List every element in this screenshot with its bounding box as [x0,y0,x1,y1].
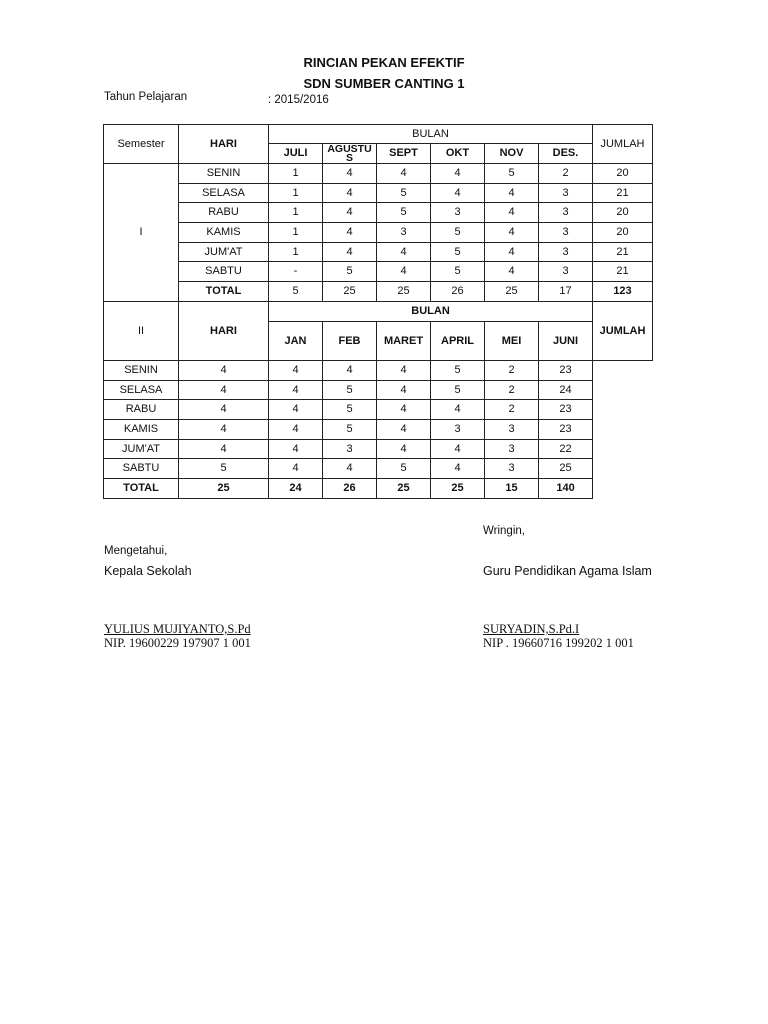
table-row [104,380,653,400]
value-cell: 4 [377,361,431,381]
table-row [104,459,653,479]
value-cell: 4 [431,400,485,420]
total-row [104,282,653,302]
jumlah-header: JUMLAH [593,302,653,361]
value-cell: 4 [269,380,323,400]
value-cell: 4 [377,242,431,262]
value-cell: 4 [323,242,377,262]
table-row [104,242,653,262]
month-total-cell: 25 [377,282,431,302]
value-cell: 4 [485,223,539,243]
year-value: : 2015/2016 [268,94,329,106]
value-cell: 4 [179,380,269,400]
month-total-cell: 26 [431,282,485,302]
day-cell: KAMIS [104,420,179,440]
value-cell: 4 [269,459,323,479]
value-cell: 4 [485,242,539,262]
value-cell: 4 [269,420,323,440]
table-row [104,223,653,243]
value-cell: 4 [431,183,485,203]
value-cell: 5 [431,380,485,400]
teacher-name: SURYADIN,S.Pd.I [483,622,580,636]
month-total-cell: 17 [539,282,593,302]
row-total-cell: 23 [539,400,593,420]
day-cell: KAMIS [179,223,269,243]
value-cell: 4 [269,361,323,381]
month-header: DES. [539,144,593,164]
value-cell: 5 [323,400,377,420]
value-cell: 3 [485,459,539,479]
table-row [104,183,653,203]
month-header: JUNI [539,322,593,361]
place-label: Wringin, [483,525,525,537]
document-title: RINCIAN PEKAN EFEKTIF [303,55,465,70]
month-header: MEI [485,322,539,361]
value-cell: - [269,262,323,282]
value-cell: 2 [485,361,539,381]
value-cell: 1 [269,183,323,203]
value-cell: 4 [323,183,377,203]
total-label: TOTAL [179,282,269,302]
day-cell: RABU [104,400,179,420]
value-cell: 4 [179,439,269,459]
day-cell: SENIN [179,164,269,184]
value-cell: 1 [269,223,323,243]
month-header: SEPT [377,144,431,164]
value-cell: 5 [377,183,431,203]
month-header: AGUSTU S [323,144,377,164]
table-row [104,420,653,440]
month-total-cell: 24 [269,479,323,499]
row-total-cell: 22 [539,439,593,459]
day-cell: SABTU [104,459,179,479]
teacher-nip: NIP . 19660716 199202 1 001 [483,636,634,650]
value-cell: 5 [431,262,485,282]
value-cell: 3 [539,242,593,262]
value-cell: 4 [431,459,485,479]
month-total-cell: 25 [323,282,377,302]
total-label: TOTAL [104,479,179,499]
table-row [104,262,653,282]
value-cell: 4 [431,439,485,459]
row-total-cell: 21 [593,262,653,282]
month-header: JAN [269,322,323,361]
row-total-cell: 23 [539,361,593,381]
month-header: OKT [431,144,485,164]
day-cell: JUM'AT [104,439,179,459]
value-cell: 4 [377,164,431,184]
row-total-cell: 20 [593,203,653,223]
value-cell: 5 [377,203,431,223]
value-cell: 4 [323,203,377,223]
value-cell: 4 [431,164,485,184]
value-cell: 3 [539,203,593,223]
day-cell: JUM'AT [179,242,269,262]
value-cell: 5 [179,459,269,479]
table-row [104,164,653,184]
value-cell: 5 [485,164,539,184]
row-total-cell: 20 [593,223,653,243]
month-total-cell: 26 [323,479,377,499]
table-row [104,400,653,420]
value-cell: 4 [377,439,431,459]
hari-header: HARI [179,302,269,361]
value-cell: 2 [539,164,593,184]
table-row [104,203,653,223]
value-cell: 5 [323,380,377,400]
year-label: Tahun Pelajaran [104,91,188,103]
value-cell: 4 [323,223,377,243]
month-header: NOV [485,144,539,164]
value-cell: 3 [431,203,485,223]
semester-header: Semester [104,125,179,164]
teacher-role: Guru Pendidikan Agama Islam [483,564,652,578]
headmaster-nip: NIP. 19600229 197907 1 001 [104,636,251,650]
value-cell: 4 [179,420,269,440]
grand-total-cell: 123 [593,282,653,302]
month-header: JULI [269,144,323,164]
value-cell: 2 [485,380,539,400]
month-total-cell: 25 [431,479,485,499]
value-cell: 5 [377,459,431,479]
value-cell: 3 [377,223,431,243]
value-cell: 3 [539,183,593,203]
table-row [104,361,653,381]
value-cell: 5 [431,223,485,243]
value-cell: 4 [485,183,539,203]
value-cell: 2 [485,400,539,420]
month-header: MARET [377,322,431,361]
month-total-cell: 25 [179,479,269,499]
day-cell: SABTU [179,262,269,282]
row-total-cell: 21 [593,242,653,262]
value-cell: 4 [377,262,431,282]
value-cell: 3 [539,262,593,282]
day-cell: RABU [179,203,269,223]
value-cell: 3 [323,439,377,459]
month-total-cell: 15 [485,479,539,499]
grand-total-cell: 140 [539,479,593,499]
semester-cell: I [104,164,179,302]
bulan-header: BULAN [269,125,593,144]
value-cell: 3 [539,223,593,243]
row-total-cell: 25 [539,459,593,479]
bulan-header: BULAN [269,302,593,322]
semester-2-table [103,301,653,499]
value-cell: 4 [323,361,377,381]
value-cell: 1 [269,203,323,223]
day-cell: SELASA [179,183,269,203]
month-total-cell: 25 [485,282,539,302]
headmaster-role: Kepala Sekolah [104,564,192,578]
value-cell: 4 [179,361,269,381]
acknowledged-label: Mengetahui, [104,545,168,557]
row-total-cell: 21 [593,183,653,203]
value-cell: 3 [431,420,485,440]
row-total-cell: 24 [539,380,593,400]
hari-header: HARI [179,125,269,164]
semester-1-table [103,124,653,302]
month-header: APRIL [431,322,485,361]
day-cell: SENIN [104,361,179,381]
month-total-cell: 5 [269,282,323,302]
value-cell: 4 [179,400,269,420]
value-cell: 4 [377,420,431,440]
value-cell: 4 [485,203,539,223]
value-cell: 5 [323,262,377,282]
value-cell: 3 [485,420,539,440]
headmaster-name: YULIUS MUJIYANTO,S.Pd [104,622,251,636]
table-row [104,439,653,459]
value-cell: 4 [377,380,431,400]
value-cell: 4 [485,262,539,282]
value-cell: 5 [431,242,485,262]
value-cell: 4 [323,164,377,184]
value-cell: 4 [269,439,323,459]
value-cell: 1 [269,242,323,262]
value-cell: 1 [269,164,323,184]
month-total-cell: 25 [377,479,431,499]
month-header: FEB [323,322,377,361]
row-total-cell: 20 [593,164,653,184]
total-row [104,479,653,499]
value-cell: 4 [377,400,431,420]
value-cell: 4 [323,459,377,479]
value-cell: 3 [485,439,539,459]
semester-cell: II [104,302,179,361]
value-cell: 5 [431,361,485,381]
value-cell: 5 [323,420,377,440]
school-name: SDN SUMBER CANTING 1 [303,76,465,91]
jumlah-header: JUMLAH [593,125,653,164]
day-cell: SELASA [104,380,179,400]
value-cell: 4 [269,400,323,420]
row-total-cell: 23 [539,420,593,440]
